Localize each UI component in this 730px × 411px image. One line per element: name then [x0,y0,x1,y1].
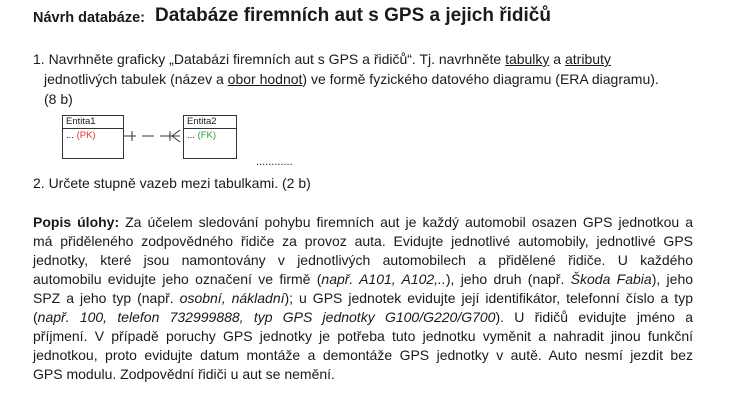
page-title: Databáze firemních aut s GPS a jejich řidičů [155,5,551,26]
description-example-model: Škoda Fabia [570,271,652,287]
description-example-types: osobní, nákladní [179,290,285,306]
entity1-dots: ... [66,130,77,141]
description-line5 [33,289,693,308]
description-line9: GPS modulu. Zodpovědní řidiči u aut se nemění. [33,366,335,382]
description-text-6b: ). U řidičů evidujte jméno a [495,309,693,325]
description-text-4b: ), jeho druh (např. [445,271,571,287]
description-line2: má přiděleného zodpovědného řidiče za provoz auta. Evidujte jednotlivé automobily, jednotlivé GPS [33,233,693,249]
description-text-5b: ); u GPS jednotek evidujte její identifikátor, telefonní číslo a typ [284,290,693,306]
task1-domain: obor hodnot [227,71,303,87]
task1-text-a: 1. Navrhněte graficky „Databázi firemních aut s GPS a řidičů“. Tj. navrhněte [33,51,506,67]
entity2-title: Entita2 [184,116,236,129]
entity1-attr [63,129,123,142]
description-text-5a: SPZ a jeho typ (např. [33,290,180,306]
task2-text: 2. Určete stupně vazeb mezi tabulkami. (2 b) [33,175,311,191]
description-text-4a: automobilu evidujte jeho označení ve firmě ( [33,271,322,287]
description-line7: příjmení. V případě poruchy GPS jednotky je potřeba tuto jednotku vyměnit a nahradit jinou funkční [33,328,693,344]
entity1-pk: (PK) [76,130,96,141]
heading-label: Návrh databáze: [33,10,146,26]
description-line4 [33,270,693,289]
description-line3: jednotky, které jsou namontovány v jednotlivých automobilech a přidělené řidiče. U každého [33,252,693,268]
description-line1 [33,213,693,232]
task1-line1 [33,50,611,69]
description-text-4c: ), jeho [651,271,694,287]
description-example-codes: např. A101, A102,.. [321,271,446,287]
entity2-dots: ... [187,130,198,141]
task1-text-c: jednotlivých tabulek (název a [44,71,228,87]
description-label: Popis úlohy: [33,214,120,230]
task1-tables: tabulky [505,51,550,67]
entity2-fk: (FK) [197,130,217,141]
task1-points: (8 b) [44,91,73,107]
entity1-title: Entita1 [63,116,123,129]
description-example-gps: např. 100, telefon 732999888, typ GPS jednotky G100/G220/G700 [37,309,496,325]
task1-text-d: ) ve formě fyzického datového diagramu (ERA diagramu). [302,71,659,87]
entity2-attr [184,129,236,142]
description-text-6a: ( [33,309,38,325]
description-line8: jednotkou, proto evidujte datum montáže a demontáže GPS jednotky v autě. Auto nesmí jezdit bez [33,347,693,363]
diagram-ellipsis: ............ [256,156,293,168]
task1-text-b: a [549,51,565,67]
entity2-box [183,115,237,159]
description-line6 [33,308,693,327]
task1-line2 [44,70,659,89]
relationship-connector [120,126,184,146]
entity1-box [62,115,124,159]
task1-attributes: atributy [565,51,611,67]
description-text-1: Za účelem sledování pohybu firemních aut je každý automobil osazen GPS jednotkou a [119,214,693,230]
